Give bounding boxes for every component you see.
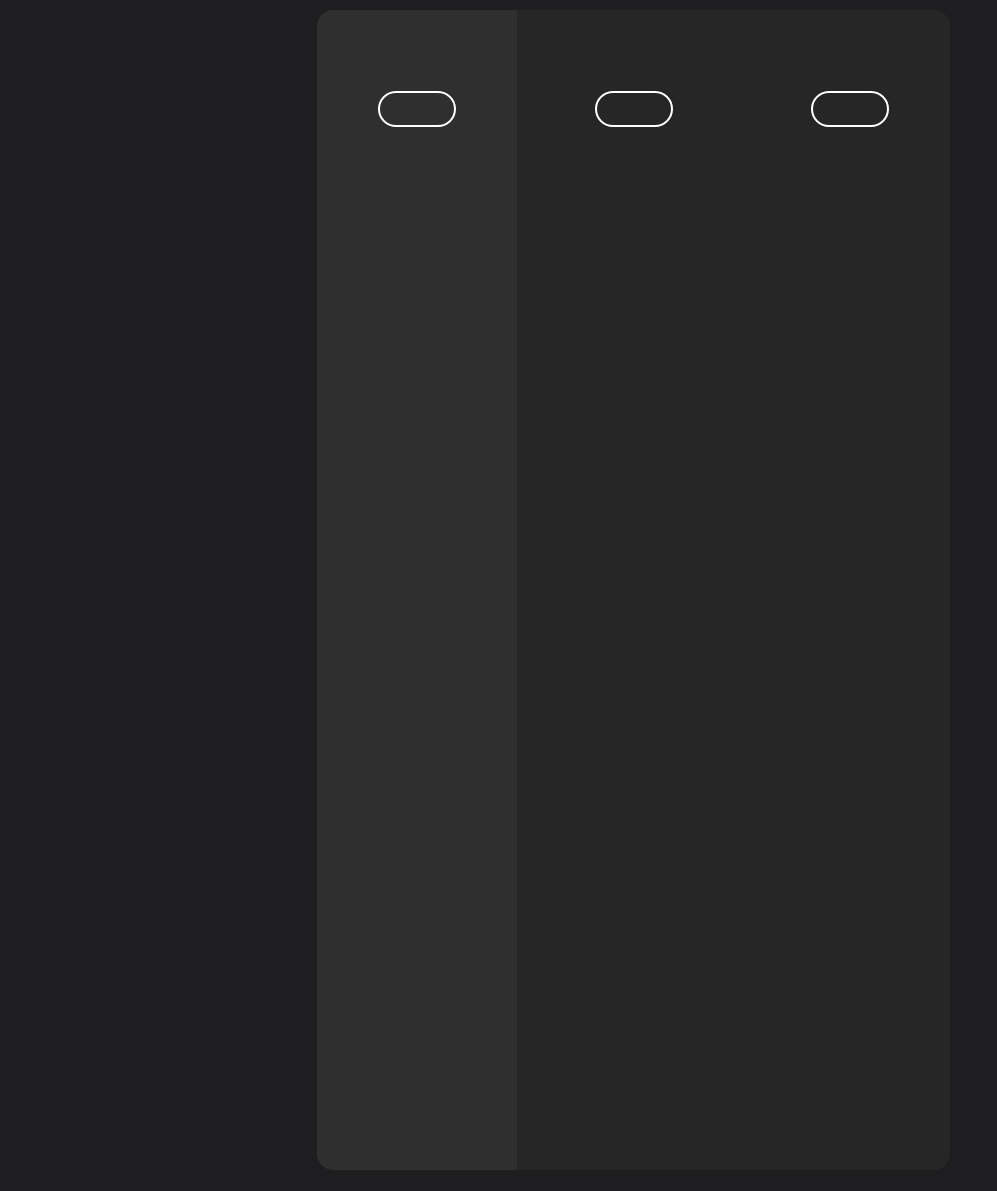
plan-header-rising (750, 0, 950, 160)
plan-price (517, 48, 750, 53)
plan-header-breakout (517, 0, 750, 160)
start-button-rising[interactable] (811, 91, 889, 127)
start-button-breakout[interactable] (595, 91, 673, 127)
plan-header-pro (317, 0, 517, 160)
plan-price (750, 48, 950, 53)
start-button-pro[interactable] (378, 91, 456, 127)
plan-price (317, 48, 517, 53)
pro-column-highlight (317, 10, 517, 1170)
pricing-panel (317, 10, 950, 1170)
